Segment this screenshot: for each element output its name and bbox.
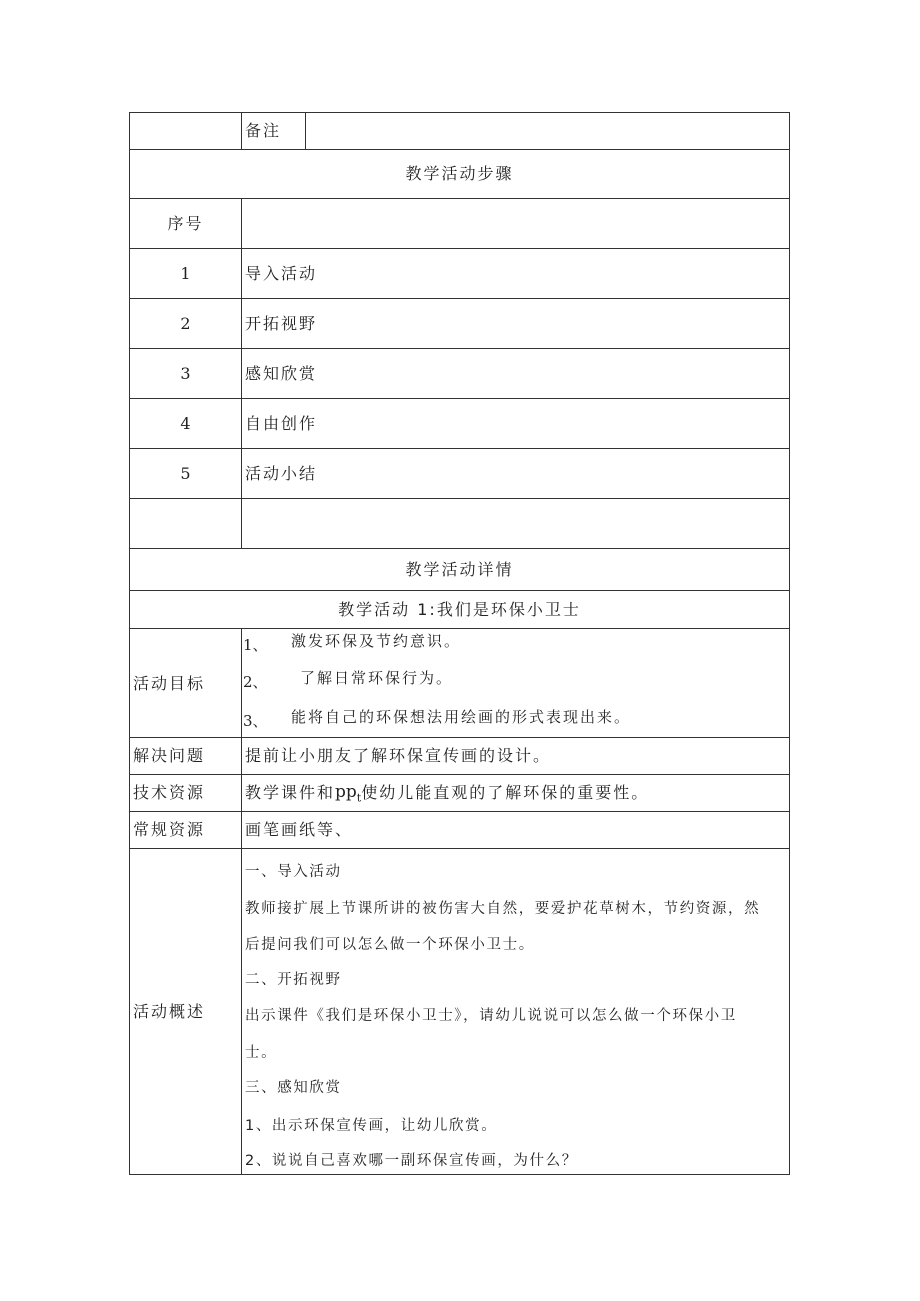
step-row <box>129 449 790 499</box>
step-name-cell <box>242 249 789 298</box>
general-text: 画笔画纸等、 <box>245 820 354 839</box>
overview-line: 2、说说自己喜欢哪一副环保宣传画，为什么？ <box>245 1153 578 1169</box>
general-text-cell <box>242 812 789 848</box>
overview-line: 三、感知欣赏 <box>245 1080 342 1096</box>
step-name-cell <box>242 299 789 348</box>
step-row <box>129 399 790 449</box>
divider <box>241 199 242 248</box>
general-label-cell <box>130 812 241 848</box>
step-name: 活动小结 <box>245 463 318 483</box>
seq-header: 序号 <box>167 213 204 233</box>
problem-label-cell <box>130 738 241 774</box>
goal-number: 3、 <box>243 712 268 730</box>
tech-label: 技术资源 <box>133 783 206 802</box>
lesson-plan-table <box>129 112 790 1175</box>
overview-line: 士。 <box>245 1045 278 1061</box>
step-no-cell <box>130 399 241 448</box>
tech-label-cell <box>130 775 241 811</box>
goal-text: 能将自己的环保想法用绘画的形式表现出来。 <box>291 708 632 726</box>
tech-text-cell <box>242 775 789 811</box>
step-name-cell <box>242 349 789 398</box>
ppt-main: pp <box>335 781 357 802</box>
seq-header-cell <box>130 199 241 248</box>
step-row <box>129 299 790 349</box>
goal-number: 2、 <box>243 673 268 691</box>
activity-title: 教学活动 1:我们是环保小卫士 <box>338 599 581 619</box>
activity-title-cell <box>130 591 789 628</box>
steps-section-header <box>129 150 790 199</box>
goals-label: 活动目标 <box>133 674 206 693</box>
overview-label: 活动概述 <box>133 1002 206 1021</box>
step-name-cell <box>242 399 789 448</box>
divider <box>241 499 242 548</box>
activity-title-row <box>129 591 790 629</box>
overview-line: 二、开拓视野 <box>245 972 342 988</box>
overview-line: 教师接扩展上节课所讲的被伤害大自然，要爱护花草树木，节约资源，然 <box>245 901 761 917</box>
step-no-cell <box>130 249 241 298</box>
steps-title-cell <box>130 150 789 198</box>
overview-row <box>129 849 790 1175</box>
overview-line: 1、出示环保宣传画，让幼儿欣赏。 <box>245 1118 498 1134</box>
remark-label-cell <box>242 113 305 149</box>
tech-text-before: 教学课件和 <box>245 783 336 802</box>
step-name: 感知欣赏 <box>245 363 318 383</box>
overview-line: 一、导入活动 <box>245 864 342 880</box>
step-no-cell <box>130 449 241 498</box>
step-name: 自由创作 <box>245 413 318 433</box>
goal-number: 1、 <box>243 636 268 654</box>
steps-seq-header-row <box>129 199 790 249</box>
step-name-cell <box>242 449 789 498</box>
goals-row <box>129 629 790 738</box>
overview-line: 后提问我们可以怎么做一个环保小卫士。 <box>245 937 535 953</box>
step-row <box>129 349 790 399</box>
remark-row <box>129 112 790 150</box>
problem-text-cell <box>242 738 789 774</box>
divider <box>241 629 242 737</box>
details-section-title: 教学活动详情 <box>405 559 514 579</box>
details-title-cell <box>130 549 789 590</box>
ppt-sub: t <box>356 791 362 805</box>
details-section-header <box>129 549 790 591</box>
divider <box>305 113 306 149</box>
goal-text: 激发环保及节约意识。 <box>291 632 462 650</box>
step-no: 2 <box>180 314 191 333</box>
overview-line: 出示课件《我们是环保小卫士》，请幼儿说说可以怎么做一个环保小卫 <box>245 1008 737 1024</box>
remark-label: 备注 <box>245 121 282 140</box>
ppt-text <box>335 782 361 804</box>
step-row <box>129 249 790 299</box>
problem-label: 解决问题 <box>133 746 206 765</box>
step-no: 1 <box>180 264 191 283</box>
tech-row <box>129 775 790 812</box>
tech-text-after: 使幼儿能直观的了解环保的重要性。 <box>361 783 650 802</box>
problem-text: 提前让小朋友了解环保宣传画的设计。 <box>245 746 552 765</box>
problem-row <box>129 738 790 775</box>
goal-text: 了解日常环保行为。 <box>300 669 454 687</box>
step-no: 3 <box>180 364 191 383</box>
step-no-cell <box>130 349 241 398</box>
step-name: 导入活动 <box>245 263 318 283</box>
general-label: 常规资源 <box>133 820 206 839</box>
steps-section-title: 教学活动步骤 <box>405 164 514 183</box>
general-row <box>129 812 790 849</box>
step-no: 4 <box>180 414 191 433</box>
empty-step-row <box>129 499 790 549</box>
step-no: 5 <box>180 464 191 483</box>
step-no-cell <box>130 299 241 348</box>
step-name: 开拓视野 <box>245 313 318 333</box>
divider <box>241 849 242 1174</box>
